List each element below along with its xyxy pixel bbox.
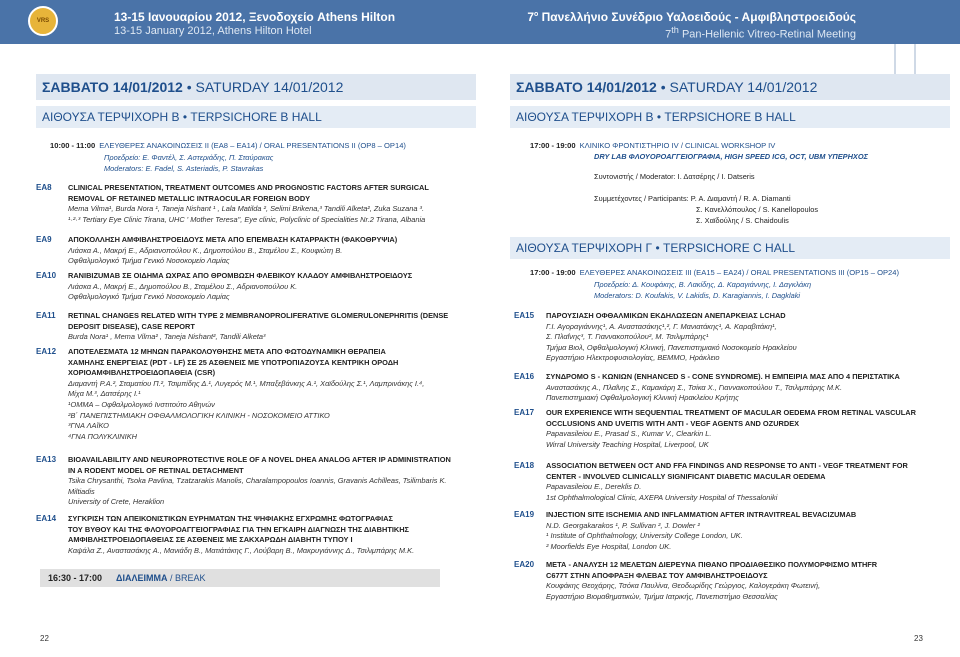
presentation-entry <box>68 235 397 267</box>
header-date-english: 13-15 January 2012, Athens Hilton Hotel <box>114 25 312 37</box>
presentation-author-line: Miltiadis <box>68 486 95 496</box>
presentation-author-line: Γ.Ι. Αγοραγιάννης¹, Α. Αναστασάκης¹,², Γ. Μανιατάκης¹, Α. Καραβιτάκη¹, <box>546 321 777 331</box>
presentation-title-line: INJECTION SITE ISCHEMIA AND INFLAMMATION AFTER INTRAVITREAL BEVACIZUMAB <box>546 510 857 519</box>
presentation-author-line: Λιάσκα Α., Μακρή Ε., Δημοπούλου Β., Σταμέλου Σ., Αδριανοπούλου Κ. <box>68 281 298 291</box>
presentation-author-line: University of Crete, Heraklion <box>68 497 165 507</box>
workshop-participants: Συμμετέχοντες / Participants: Ρ. Α. Διαμαντή / R. A. Diamanti <box>594 194 791 203</box>
presentation-author-line: Οφθαλμολογικό Τμήμα Γενικό Νοσοκομείο Λαμίας <box>68 292 230 302</box>
presentation-author-line: ¹·²·³ Tertiary Eye Clinic Tirana, UHC ' Mother Teresa", Eye clinic, Polyclinic of Specialities Nr.2 Tirana, Albania <box>68 214 426 224</box>
page-number-right: 23 <box>914 634 923 643</box>
right-hall-heading: ΑΙΘΟΥΣΑ ΤΕΡΨΙΧΟΡΗ Β • TERPSICHORE B HALL <box>510 106 950 128</box>
presentation-title-line: ΠΑΡΟΥΣΙΑΣΗ ΟΦΘΑΛΜΙΚΩΝ ΕΚΔΗΛΩΣΕΩΝ ΑΝΕΠΑΡΚΕΙΑΣ LCHAD <box>546 311 786 320</box>
presentation-code: EA11 <box>36 311 56 320</box>
break-bar: 16:30 - 17:00 ΔΙΑΛΕΙΜΜΑ / BREAK <box>40 569 440 587</box>
presentation-author-line: 1st Ophthalmological Clinic, AXEPA University Hospital of Thessaloniki <box>546 492 778 502</box>
presentation-code: EA8 <box>36 183 52 192</box>
presentation-code: EA18 <box>514 461 535 470</box>
presentation-author-line: ⁴ΓΝΑ ΠΟΛΥΚΛΙΝΙΚΗ <box>68 431 137 441</box>
presentation-entry <box>546 372 900 404</box>
presentation-author-line: Καψάλα Ζ., Αναστασάκης Α., Μανιάδη Β., Ματιάτάκης Γ., Λούβαρη Β., Μακρυγιάννης Δ., Τσιλιμπάρης Μ.Κ. <box>68 545 415 555</box>
presentation-title-line: OUR EXPERIENCE WITH SEQUENTIAL TREATMENT OF MACULAR OEDEMA FROM RETINAL VASCULAR <box>546 408 916 417</box>
presentation-title-line: ΤΟΥ ΒΥΘΟΥ ΚΑΙ ΤΗΣ ΦΛΟΥΟΡΟΑΓΓΕΙΟΓΡΑΦΙΑΣ ΓΙΑ ΤΗΝ ΕΓΚΑΙΡΗ ΔΙΑΓΝΩΣΗ ΤΗΣ ΔΙΑΒΗΤΙΚΗΣ <box>68 524 409 534</box>
presentation-code: EA13 <box>36 455 57 464</box>
presentation-title-line: REMOVAL OF RETAINED METALLIC INTRAOCULAR FOREIGN BODY <box>68 193 311 203</box>
workshop-participant: Σ. Κανελλόπουλος / S. Kanellopoulos <box>696 205 819 214</box>
presentation-author-line: ² Moorfields Eye Hospital, London UK. <box>546 541 672 551</box>
workshop-line: 17:00 - 19:00 ΚΛΙΝΙΚΟ ΦΡΟΝΤΙΣΤΗΡΙΟ IV / CLINICAL WORKSHOP IV <box>530 141 776 150</box>
presentation-entry <box>68 455 451 508</box>
presentation-title-line: ΧΟΡΙΟΑΜΦΙΒΛΗΣΤΡΟΕΙΔΟΠΑΘΕΙΑ (CSR) <box>68 368 216 378</box>
presentation-title-line: CENTER - INVOLVED CLINICALLY SIGNIFICANT DIABETIC MACULAR OEDEMA <box>546 471 826 481</box>
workshop-participant: Σ. Χαϊδούλης / S. Chaidoulis <box>696 216 789 225</box>
page-number-left: 22 <box>40 634 49 643</box>
presentation-title-line: ΣΥΝΔΡΟΜΟ S - ΚΩΝΙΩΝ (ENHANCED S - CONE SYNDROME). Η ΕΜΠΕΙΡΙΑ ΜΑΣ ΑΠΟ 4 ΠΕΡΙΣΤΑΤΙΚΑ <box>546 372 900 381</box>
presentation-entry <box>68 347 424 442</box>
presentation-title-line: CLINICAL PRESENTATION, TREATMENT OUTCOMES AND PROGNOSTIC FACTORS AFTER SURGICAL <box>68 183 429 192</box>
right-session-chairs-english: Moderators: D. Koufakis, V. Lakidis, D. Karagiannis, I. Dagklaki <box>594 291 801 300</box>
presentation-author-line: Burda Nora¹ , Mema Vilma² , Taneja Nishant², Tandili Alketa³ <box>68 332 266 342</box>
left-session-line: 10:00 - 11:00 ΕΛΕΥΘΕΡΕΣ ΑΝΑΚΟΙΝΩΣΕΙΣ ΙΙ (ΕΑ8 – ΕΑ14) / ORAL PRESENTATIONS II (OP8 – OP14) <box>50 141 406 150</box>
presentation-author-line: Εργαστήριο Βιομαθηματικών, Τμήμα Ιατρικής, Πανεπιστήμιο Θεσσαλίας <box>546 591 778 601</box>
presentation-author-line: Τμήμα Βιολ, Οφθαλμολογική Κλινική, Πανεπιστημιακό Νοσοκομείο Ηρακλείου <box>546 342 797 352</box>
presentation-title-line: ΧΑΜΗΛΗΣ ΕΝΕΡΓΕΙΑΣ (PDT - LF) ΣΕ 25 ΑΣΘΕΝΕΙΣ ΜΕ ΥΠΟΤΡΟΠΙΑΖΟΥΣΑ ΚΕΝΤΡΙΚΗ ΟΡΟΔΗ <box>68 357 399 367</box>
left-session-chairs-english: Moderators: E. Fadel, S. Asteriadis, P. Stavrakas <box>104 164 264 173</box>
presentation-author-line: Papavasileiou E., Dereklis D. <box>546 482 642 492</box>
presentation-title-line: ASSOCIATION BETWEEN OCT AND FFA FINDINGS AND RESPONSE TO ANTI - VEGF TREATMENT FOR <box>546 461 908 470</box>
presentation-entry <box>68 514 414 556</box>
right-day-heading: ΣΑΒΒΑΤΟ 14/01/2012 • SATURDAY 14/01/2012 <box>510 74 950 100</box>
presentation-author-line: Αναστασάκης Α., Πλαΐνης Σ., Καμακάρη Σ., Τσίκα Χ., Γιαννακοπούλου Τ., Τσιλιμπάρης Μ.Κ. <box>546 382 843 392</box>
presentation-author-line: Σ. Πλαΐνης³, Τ. Γιαννακοπούλου², Μ. Τσιλιμπάρης¹ <box>546 332 709 342</box>
presentation-author-line: Mema Vilma¹, Burda Nora ¹, Taneja Nishant ¹ , Lala Matilda ², Selimi Brikena,³ Tandili Alketa², Zuka Suzana ³. <box>68 204 424 214</box>
presentation-author-line: ³ΓΝΑ ΛΑΪΚΟ <box>68 421 109 431</box>
header-meeting-greek: $7^o$ Πανελλήνιο Συνέδριο Υαλοειδούς - Αμφιβληστροειδούς <box>527 10 856 24</box>
presentation-author-line: Πανεπιστημιακή Οφθαλμολογική Κλινική Ηρακλείου Κρήτης <box>546 393 739 403</box>
presentation-title-line: C677T ΣΤΗΝ ΑΠΟΦΡΑΞΗ ΦΛΕΒΑΣ ΤΟΥ ΑΜΦΙΒΛΗΣΤΡΟΕΙΔΟΥΣ <box>546 570 768 580</box>
right-session-chairs-greek: Προεδρείο: Δ. Κουφάκης, Β. Λακίδης, Δ. Καραγιάννης, Ι. Δαγκλάκη <box>594 280 812 289</box>
presentation-entry <box>68 311 448 343</box>
presentation-author-line: Οφθαλμολογικό Τμήμα Γενικό Νοσοκομείο Λαμίας <box>68 256 230 266</box>
header-meeting-english: 7th Pan-Hellenic Vitreo-Retinal Meeting <box>665 25 856 41</box>
left-session-chairs-greek: Προεδρείο: Ε. Φαντέλ, Σ. Αστεριάδης, Π. Σταύρακας <box>104 153 274 162</box>
society-logo: VRS <box>28 6 58 36</box>
presentation-author-line: Κουφάκης Θεοχάρης, Τσόκα Παυλίνα, Θεοδωρίδης Γεώργιος, Καλογεράκη Φωτεινή, <box>546 581 821 591</box>
presentation-author-line: Papavasileiou E., Prasad S., Kumar V., Clearkin L. <box>546 429 712 439</box>
presentation-code: EA9 <box>36 235 52 244</box>
presentation-title-line: BIOAVAILABILITY AND NEUROPROTECTIVE ROLE OF A NOVEL DHEA ANALOG AFTER IP ADMINISTRATION <box>68 455 451 464</box>
presentation-author-line: ¹ΟΜΜΑ – Οφθαλμολογικό Ινστιτούτο Αθηνών <box>68 399 215 409</box>
presentation-entry <box>546 408 916 450</box>
right-session-line: 17:00 - 19:00 ΕΛΕΥΘΕΡΕΣ ΑΝΑΚΟΙΝΩΣΕΙΣ ΙΙΙ (ΕΑ15 – ΕΑ24) / ORAL PRESENTATIONS III (OP15 – OP24) <box>530 268 900 277</box>
workshop-subtitle: DRY LAB ΦΛΟΥΟΡΟΑΓΓΕΙΟΓΡΑΦΙΑ, HIGH SPEED ICG, OCT, UBM ΥΠΕΡΗΧΟΣ <box>594 152 868 161</box>
presentation-title-line: OCCLUSIONS AND UVEITIS WITH ANTI - VEGF AGENTS AND OZURDEX <box>546 418 800 428</box>
presentation-code: EA16 <box>514 372 535 381</box>
header-date-greek: 13-15 Ιανουαρίου 2012, Ξενοδοχείο Athens Hilton <box>114 10 396 24</box>
presentation-author-line: Λιάσκα Α., Μακρή Ε., Αδριανοπούλου Κ., Δημοπούλου Β., Σταμέλου Σ., Κουφιώτη Β. <box>68 245 343 255</box>
presentation-title-line: RETINAL CHANGES RELATED WITH TYPE 2 MEMBRANOPROLIFERATIVE GLOMERULONEPHRITIS (DENSE <box>68 311 449 320</box>
left-hall-heading: ΑΙΘΟΥΣΑ ΤΕΡΨΙΧΟΡΗ Β • TERPSICHORE B HALL <box>36 106 476 128</box>
presentation-code: EA10 <box>36 271 57 280</box>
presentation-title-line: ΑΠΟΚΟΛΛΗΣΗ ΑΜΦΙΒΛΗΣΤΡΟΕΙΔΟΥΣ ΜΕΤΑ ΑΠΟ ΕΠΕΜΒΑΣΗ ΚΑΤΑΡΡΑΚΤΗ (ΦΑΚΟΘΡΥΨΙΑ) <box>68 235 398 244</box>
left-day-heading: ΣΑΒΒΑΤΟ 14/01/2012 • SATURDAY 14/01/2012 <box>36 74 476 100</box>
presentation-entry <box>546 510 856 552</box>
presentation-title-line: ΑΠΟΤΕΛΕΣΜΑΤΑ 12 ΜΗΝΩΝ ΠΑΡΑΚΟΛΟΥΘΗΣΗΣ ΜΕΤΑ ΑΠΟ ΦΩΤΟΔΥΝΑΜΙΚΗ ΘΕΡΑΠΕΙΑ <box>68 347 386 356</box>
presentation-author-line: N.D. Georgakarakos ¹, P. Sullivan ², J. Dowler ² <box>546 520 700 530</box>
presentation-author-line: ²Β΄ ΠΑΝΕΠΙΣΤΗΜΙΑΚΗ ΟΦΘΑΛΜΟΛΟΓΙΚΗ ΚΛΙΝΙΚΗ - ΝΟΣΟΚΟΜΕΙΟ ΑΤΤΙΚΟ <box>68 410 330 420</box>
presentation-entry <box>546 311 797 364</box>
presentation-title-line: RANIBIZUMAB ΣΕ ΟΙΔΗΜΑ ΩΧΡΑΣ ΑΠΟ ΘΡΟΜΒΩΣΗ ΦΛΕΒΙΚΟΥ ΚΛΑΔΟΥ ΑΜΦΙΒΛΗΣΤΡΟΕΙΔΟΥΣ <box>68 271 413 280</box>
presentation-code: EA12 <box>36 347 57 356</box>
presentation-code: EA17 <box>514 408 535 417</box>
presentation-code: EA14 <box>36 514 57 523</box>
presentation-author-line: ¹ Institute of Ophthalmology, University College London, UK. <box>546 531 743 541</box>
right-hall-heading-c: ΑΙΘΟΥΣΑ ΤΕΡΨΙΧΟΡΗ Γ • TERPSICHORE C HALL <box>510 237 950 259</box>
presentation-author-line: Μίχα Μ.³, Δατσέρης Ι.¹ <box>68 389 141 399</box>
presentation-code: EA20 <box>514 560 535 569</box>
presentation-entry <box>68 271 412 303</box>
presentation-title-line: ΜΕΤΑ - ΑΝΑΛΥΣΗ 12 ΜΕΛΕΤΩΝ ΔΙΕΡΕΥΝΑ ΠΙΘΑΝΟ ΠΡΟΔΙΑΘΕΣΙΚΟ ΠΟΛΥΜΟΡΦΙΣΜΟ MTHFR <box>546 560 878 569</box>
presentation-entry <box>68 183 429 225</box>
presentation-title-line: DEPOSIT DISEASE), CASE REPORT <box>68 321 195 331</box>
presentation-entry <box>546 560 877 602</box>
page-header <box>0 0 960 44</box>
presentation-title-line: IN A RODENT MODEL OF RETINAL DETACHMENT <box>68 465 244 475</box>
presentation-code: EA15 <box>514 311 535 320</box>
presentation-title-line: ΑΜΦΙΒΛΗΣΤΡΟΕΙΔΟΠΑΘΕΙΑΣ ΣΕ ΑΣΘΕΝΕΙΣ ΜΕ ΣΑΚΧΑΡΩΔΗ ΔΙΑΒΗΤΗ ΤΥΠΟΥ Ι <box>68 535 353 545</box>
presentation-author-line: Wirral University Teaching Hospital, Liverpool, UK <box>546 439 709 449</box>
presentation-author-line: Εργαστήριο Ηλεκτροφυσιολογίας, ΒΕΜΜΟ, Ηράκλειο <box>546 353 720 363</box>
workshop-moderator: Συντονιστής / Moderator: Ι. Δατσέρης / I. Datseris <box>594 172 755 181</box>
presentation-entry <box>546 461 908 503</box>
presentation-title-line: ΣΥΓΚΡΙΣΗ ΤΩΝ ΑΠΕΙΚΟΝΙΣΤΙΚΩΝ ΕΥΡΗΜΑΤΩΝ ΤΗΣ ΨΗΦΙΑΚΗΣ ΕΓΧΡΩΜΗΣ ΦΩΤΟΓΡΑΦΙΑΣ <box>68 514 393 523</box>
presentation-code: EA19 <box>514 510 535 519</box>
presentation-author-line: Διαμαντή Ρ.Α.², Σταματίου Π.², Τσιμπίδης Δ.¹, Λυγερός Μ.¹, Μπαξεβάνκης Α.¹, Χαϊδούλης Σ.¹, Λαμπρινάκης Ι.⁴, <box>68 378 425 388</box>
presentation-author-line: Tsika Chrysanthi, Tsoka Pavlina, Tzatzarakis Manolis, Charalampopoulos Ioannis, Gravanis Achilleas, Tsilimbaris K. <box>68 476 447 486</box>
